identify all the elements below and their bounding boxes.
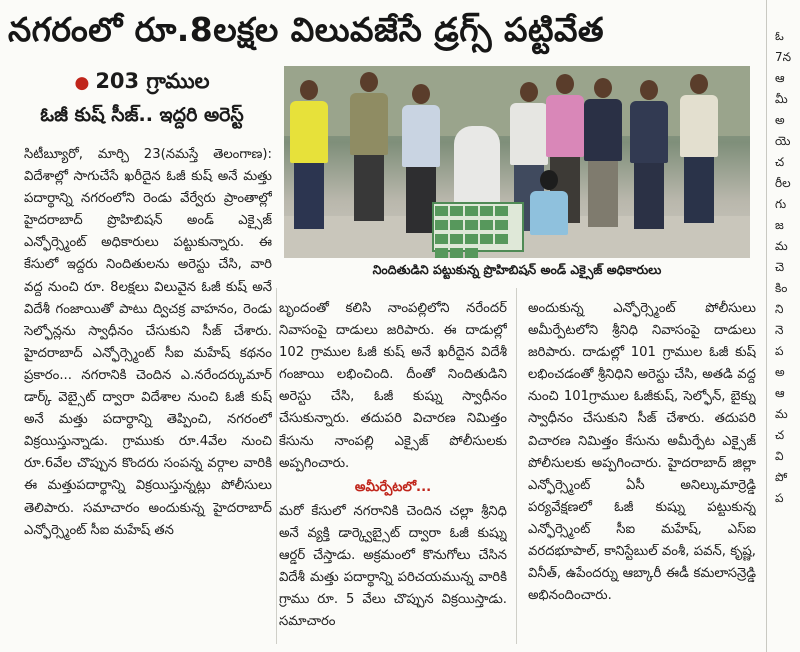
strip-line: 7న: [775, 50, 792, 64]
strip-line: చ: [775, 155, 785, 169]
news-photo: [284, 66, 750, 258]
strip-line: నె: [775, 323, 784, 337]
strip-line: అ: [775, 113, 785, 127]
column-1-text: సిటీబ్యూరో, మార్చి 23(నమస్తే తెలంగాణ): విదేశాల్లో సాగుచేసే ఖరీదైన ఓజీ కుష్ అనే మత్తు పదార్థాన్ని నగరంలోని రెండు వేర్వేరు ప్రాంతాల్లో హైదరాబాద్ ప్రొహిబిషన్ అండ్ ఎక్సైజ్ ఎన్ఫోర్స్మెంట్ అధికారులు పట్టుకున్నారు. ఈ కేసులో ఇద్దరు నిందితులను అరెస్టు చేసి, వారి వద్ద నుంచి రూ. 8లక్షలు విలువైన ఓజీ కుష్ అనే విదేశీ గంజాయితో పాటు ద్విచక్ర వాహనం, రెండు సెల్ఫోన్లను స్వాధీనం చేసుకుని సీజ్ చేశారు. హైదరాబాద్ ఎన్ఫోర్స్మెంట్ సీఐ మహేష్ కథనం ప్రకారం... నగరానికి చెందిన ఎ.నరేందర్కుమార్ డార్క్ వెబ్సైట్ ద్వారా విదేశాల నుంచి ఓజీ కుష్ అనే మత్తు పదార్థాన్ని తెప్పించి, నగరంలో విక్రయిస్తున్నాడు. గ్రాముకు రూ.4వేల నుంచి రూ.6వేల చొప్పున కొందరు సంపన్న వర్గాల వారికి ఈ మత్తుపదార్థాన్ని విక్రయిస్తున్నట్లు పోలీసులు తెలిపారు. సమాచారం అందుకున్న హైదరాబాద్ ఎన్ఫోర్స్మెంట్ సీఐ మహేష్ తన: [24, 147, 272, 538]
strip-line: ప: [775, 491, 784, 505]
subheadline: [8, 66, 276, 130]
strip-line: ప: [775, 344, 784, 358]
column-2-paragraph-1: బృందంతో కలిసి నాంపల్లిలోని నరేందర్ నివాసంపై దాడులు జరిపారు. ఈ దాడుల్లో 102 గ్రాముల ఓజీ కుష్ అనే ఖరీదైన విదేశీ గంజాయి లభించింది. దీంతో నిందితుడిని అరెస్టు చేసి, ఓజీ కుష్ను స్వాధీనం చేసుకున్నారు. తదుపరి విచారణ నిమిత్తం కేసును నాంపల్లి ఎక్సైజ్ పోలీసులకు అప్పగించారు.: [279, 301, 507, 471]
subhead-line-1: [8, 66, 276, 98]
strip-line: గు: [775, 197, 787, 211]
column-2-paragraph-2: మరో కేసులో నగరానికి చెందిన చల్లా శ్రీనిధి అనే వ్యక్తి డార్క్వెబ్సైట్ ద్వారా ఓజీ కుష్ను ఆర్డర్ చేస్తాడు. అక్రమంలో కొనుగోలు చేసిన విదేశీ మత్తు పదార్థాన్ని పరిచయమున్న వారికి గ్రాము రూ. 5 వేలు చొప్పున విక్రయిస్తాడు. సమాచారం: [279, 503, 507, 630]
article-column-3: [528, 298, 756, 607]
article-column-2: [279, 298, 507, 633]
photo-caption: నిందితుడిని పట్టుకున్న ప్రొహిబిషన్ అండ్ ఎక్సైజ్ అధికారులు: [372, 262, 662, 277]
strip-line: మ: [775, 407, 788, 421]
strip-line: పో: [775, 470, 788, 484]
strip-line: జ: [775, 218, 784, 232]
strip-line: ఓ: [775, 29, 784, 43]
bullet-icon: ●: [74, 73, 90, 93]
strip-line: ఆ: [775, 71, 785, 85]
accused-figure: [530, 170, 568, 235]
strip-line: వి: [775, 449, 784, 463]
column-3-text: అందుకున్న ఎన్ఫోర్స్మెంట్ పోలీసులు అమీర్పేటలోని శ్రీనిధి నివాసంపై దాడులు జరిపారు. దాడుల్లో 101 గ్రాముల ఓజీ కుష్ లభించడంతో శ్రీనిధిని అరెస్టు చేసి, అతడి వద్ద నుంచి 101గ్రాముల ఓజీకుష్, సెల్ఫోన్, బైక్ను స్వాధీనం చేసుకుని సీజ్ చేశారు. తదుపరి విచారణ నిమిత్తం కేసును అమీర్పేట ఎక్సైజ్ పోలీసులకు అప్పగించారు. హైదరాబాద్ జిల్లా ఎన్ఫోర్స్మెంట్ ఏసీ అనిల్కుమార్రెడ్డి పర్యవేక్షణలో ఓజీ కుష్ను పట్టుకున్న ఎన్ఫోర్స్మెంట్ సీఐ మహేష్, ఎస్ఐ వరదభూపాల్, కానిస్టేబుల్ వంశీ, పవన్, కృష్ణ, వినీత్, ఉపేందర్ను ఆబ్కారీ ఈడీ కమలాసన్రెడ్డి అభినందించారు.: [528, 301, 756, 604]
strip-line: యె: [775, 134, 791, 148]
strip-line: రీల: [775, 176, 791, 190]
subhead-line-2: ఓజీ కుష్ సీజ్.. ఇద్దరి అరెస్ట్: [40, 104, 244, 126]
seized-drug-packets: [432, 202, 524, 252]
officer-figure: [584, 78, 622, 227]
strip-line: చె: [775, 260, 785, 274]
officer-figure: [290, 80, 328, 229]
strip-line: కిం: [775, 281, 788, 295]
article-column-1: [24, 144, 272, 542]
section-subheading: అమీర్పేటలో...: [354, 479, 432, 495]
officer-figure: [630, 80, 668, 229]
headline: నగరంలో రూ.8లక్షల విలువజేసే డ్రగ్స్ పట్టివేత: [8, 10, 605, 49]
officer-figure: [350, 72, 388, 221]
strip-line: ని: [775, 302, 784, 316]
strip-line: మీ: [775, 92, 788, 106]
strip-line: చ: [775, 428, 785, 442]
strip-line: ఆ: [775, 386, 785, 400]
subhead-quantity: 203 గ్రాముల: [95, 69, 210, 93]
strip-line: అ: [775, 365, 785, 379]
column-divider: [516, 288, 517, 644]
column-divider: [276, 288, 277, 644]
officer-figure: [680, 74, 718, 223]
adjacent-article-strip: [766, 0, 800, 652]
strip-line: మ: [775, 239, 788, 253]
